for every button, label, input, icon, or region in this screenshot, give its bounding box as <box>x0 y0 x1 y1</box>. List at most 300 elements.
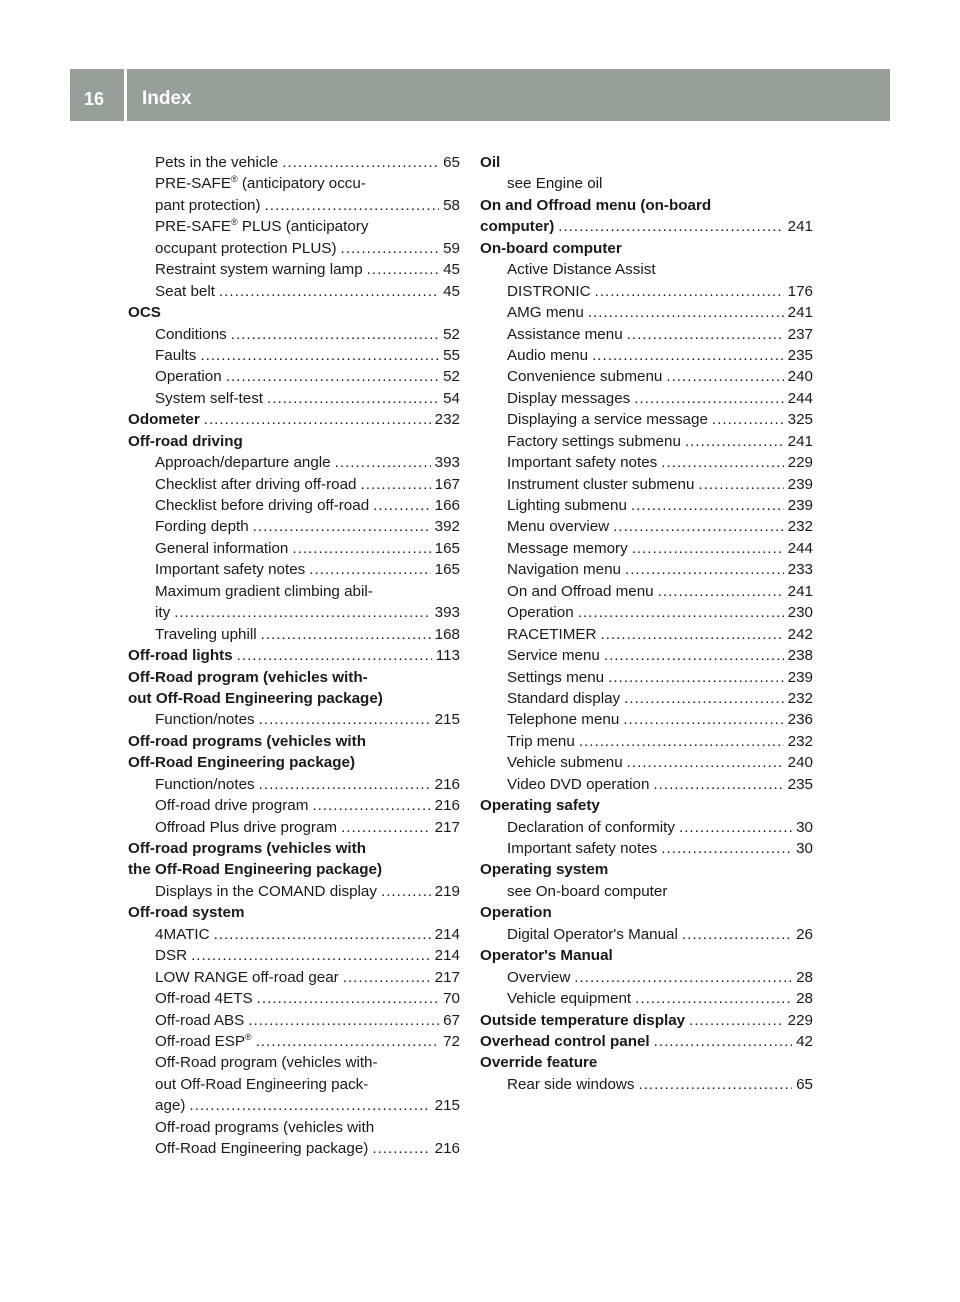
page-reference: 217 <box>434 818 460 836</box>
entry-label: Off-road programs (vehicles with <box>128 732 366 750</box>
dot-leader <box>632 538 784 559</box>
dot-leader <box>627 324 784 345</box>
index-subentry <box>128 881 460 902</box>
entry-label: Traveling uphill <box>155 625 257 643</box>
entry-label: OCS <box>128 304 161 322</box>
index-subentry <box>128 1138 460 1159</box>
index-column-right <box>480 152 813 1095</box>
dot-leader <box>638 1074 792 1095</box>
entry-label: Off-road 4ETS <box>155 990 253 1008</box>
dot-leader <box>661 838 792 859</box>
page-reference: 165 <box>434 561 460 579</box>
entry-label: Convenience submenu <box>507 368 663 386</box>
index-subentry <box>128 1010 460 1031</box>
entry-label: Off-Road program (vehicles with- <box>155 1054 378 1072</box>
index-subentry <box>128 259 460 280</box>
page-reference: 239 <box>787 497 813 514</box>
dot-leader <box>265 195 440 216</box>
page-reference: 240 <box>787 368 813 386</box>
entry-label: Pets in the vehicle <box>155 154 279 171</box>
dot-leader <box>592 345 784 366</box>
page-reference: 393 <box>434 454 460 472</box>
page-reference: 241 <box>787 432 813 450</box>
index-heading <box>128 688 460 709</box>
index-subentry <box>480 259 813 280</box>
page-reference: 215 <box>434 1097 460 1115</box>
index-column-left <box>128 152 460 1160</box>
entry-label: Navigation menu <box>507 561 621 579</box>
page-reference: 52 <box>443 368 460 386</box>
entry-label: Checklist before driving off-road <box>155 497 370 514</box>
page-reference: 30 <box>796 840 813 857</box>
index-subentry <box>128 1031 460 1052</box>
dot-leader <box>248 1010 439 1031</box>
dot-leader <box>712 409 784 430</box>
entry-label: Standard display <box>507 689 621 707</box>
page-reference: 70 <box>443 990 460 1008</box>
dot-leader <box>623 709 783 730</box>
dot-leader <box>174 602 430 623</box>
entry-label: PRE-SAFE® (anticipatory occu- <box>155 174 366 193</box>
entry-label: Faults <box>155 346 197 364</box>
page-reference: 65 <box>443 154 460 171</box>
page-reference: 237 <box>787 325 813 343</box>
index-heading <box>480 195 813 216</box>
page-reference: 165 <box>434 539 460 557</box>
dot-leader <box>666 366 783 387</box>
dot-leader <box>261 624 431 645</box>
entry-label: Overview <box>507 968 571 986</box>
entry-label: Checklist after driving off-road <box>155 475 357 493</box>
entry-label: Offroad Plus drive program <box>155 818 338 836</box>
page-reference: 232 <box>434 411 460 429</box>
entry-label: Rear side windows <box>507 1075 635 1093</box>
page-reference: 235 <box>787 346 813 364</box>
page-reference: 45 <box>443 261 460 279</box>
index-subentry <box>480 324 813 345</box>
index-subentry <box>128 238 460 259</box>
dot-leader <box>698 474 783 495</box>
dot-leader <box>341 817 431 838</box>
index-heading <box>480 1010 813 1031</box>
dot-leader <box>360 474 430 495</box>
entry-label: Off-Road program (vehicles with- <box>128 668 368 686</box>
entry-label: age) <box>155 1097 186 1115</box>
dot-leader <box>341 238 440 259</box>
entry-label: see On-board computer <box>507 882 668 900</box>
entry-label: Off-road ESP® <box>155 1031 252 1050</box>
entry-label: Oil <box>480 154 501 171</box>
index-subentry <box>128 538 460 559</box>
index-subentry <box>480 452 813 473</box>
dot-leader <box>600 624 783 645</box>
page-reference: 244 <box>787 389 813 407</box>
index-subentry <box>128 988 460 1009</box>
page-reference: 167 <box>434 475 460 493</box>
index-subentry <box>480 345 813 366</box>
dot-leader <box>256 1031 439 1052</box>
entry-label: Approach/departure angle <box>155 454 331 472</box>
index-heading <box>128 645 460 666</box>
index-subentry <box>480 667 813 688</box>
index-subentry <box>128 559 460 580</box>
page-reference: 242 <box>787 625 813 643</box>
entry-label: Off-road system <box>128 904 245 922</box>
entry-label: Off-road lights <box>128 647 233 665</box>
index-subentry <box>128 516 460 537</box>
entry-label: the Off-Road Engineering package) <box>128 861 382 879</box>
entry-label: LOW RANGE off-road gear <box>155 968 339 986</box>
index-heading <box>480 1031 813 1052</box>
index-subentry <box>480 538 813 559</box>
page-reference: 240 <box>787 754 813 772</box>
dot-leader <box>237 645 432 666</box>
entry-label: Conditions <box>155 325 227 343</box>
page-reference: 232 <box>787 689 813 707</box>
entry-label: Off-road drive program <box>155 797 309 815</box>
entry-label: Override feature <box>480 1054 598 1072</box>
index-subentry <box>480 709 813 730</box>
index-subentry <box>128 581 460 602</box>
index-heading <box>128 409 460 430</box>
index-subentry <box>480 817 813 838</box>
page-reference: 42 <box>796 1032 813 1050</box>
index-subentry <box>128 1052 460 1073</box>
index-subentry <box>480 688 813 709</box>
entry-label: Odometer <box>128 411 200 429</box>
entry-label: System self-test <box>155 389 264 407</box>
entry-label: Displays in the COMAND display <box>155 882 377 900</box>
index-heading <box>128 731 460 752</box>
index-subentry <box>128 324 460 345</box>
entry-label: General information <box>155 539 289 557</box>
page-reference: 232 <box>787 518 813 536</box>
index-subentry <box>480 602 813 623</box>
dot-leader <box>654 1031 792 1052</box>
dot-leader <box>373 495 431 516</box>
index-subentry <box>480 581 813 602</box>
index-heading <box>128 859 460 880</box>
page-reference: 59 <box>443 239 460 257</box>
dot-leader <box>282 152 439 173</box>
dot-leader <box>231 324 439 345</box>
entry-label: Active Distance Assist <box>507 261 656 279</box>
index-heading <box>128 667 460 688</box>
entry-label: Audio menu <box>507 346 589 364</box>
entry-label: pant protection) <box>155 196 261 214</box>
page-reference: 232 <box>787 732 813 750</box>
index-subentry <box>128 602 460 623</box>
dot-leader <box>381 881 431 902</box>
index-subentry <box>480 281 813 302</box>
dot-leader <box>292 538 430 559</box>
index-subentry <box>480 645 813 666</box>
entry-label: ity <box>155 604 171 622</box>
page-header <box>70 69 890 121</box>
index-subentry <box>128 452 460 473</box>
entry-label: Off-road programs (vehicles with <box>155 1118 375 1136</box>
page-reference: 238 <box>787 647 813 665</box>
dot-leader <box>574 967 792 988</box>
entry-label: On and Offroad menu (on-board <box>480 196 712 214</box>
index-subentry <box>480 474 813 495</box>
dot-leader <box>312 795 430 816</box>
dot-leader <box>604 645 784 666</box>
dot-leader <box>200 345 439 366</box>
entry-label: Overhead control panel <box>480 1032 650 1050</box>
page-reference: 393 <box>434 604 460 622</box>
dot-leader <box>219 281 439 302</box>
index-heading <box>128 752 460 773</box>
dot-leader <box>372 1138 430 1159</box>
index-heading <box>128 838 460 859</box>
page-number: 16 <box>84 89 105 109</box>
entry-label: Off-road programs (vehicles with <box>128 840 366 857</box>
entry-label: Seat belt <box>155 282 215 300</box>
index-subentry <box>480 752 813 773</box>
entry-label: PRE-SAFE® PLUS (anticipatory <box>155 217 369 236</box>
entry-label: occupant protection PLUS) <box>155 239 337 257</box>
page-reference: 26 <box>796 925 813 943</box>
page-reference: 28 <box>796 968 813 986</box>
entry-label: Operation <box>507 604 574 622</box>
dot-leader <box>631 495 784 516</box>
page-reference: 216 <box>434 797 460 815</box>
entry-label: Outside temperature display <box>480 1011 686 1029</box>
page-reference: 392 <box>434 518 460 536</box>
page-reference: 229 <box>787 454 813 472</box>
entry-label: Important safety notes <box>155 561 306 579</box>
entry-label: Menu overview <box>507 518 610 536</box>
dot-leader <box>558 216 783 237</box>
entry-label: DSR <box>155 947 188 965</box>
dot-leader <box>189 1095 430 1116</box>
dot-leader <box>685 431 784 452</box>
page-reference: 241 <box>787 582 813 600</box>
entry-label: Operation <box>155 368 222 386</box>
index-subentry <box>128 945 460 966</box>
page-reference: 215 <box>434 711 460 729</box>
page-reference: 45 <box>443 282 460 300</box>
dot-leader <box>253 516 431 537</box>
dot-leader <box>204 409 431 430</box>
entry-label: Operating system <box>480 861 609 879</box>
entry-label: Operating safety <box>480 797 600 815</box>
index-subentry <box>480 302 813 323</box>
entry-label: Off-Road Engineering package) <box>155 1140 369 1158</box>
page-reference: 168 <box>434 625 460 643</box>
index-subentry <box>128 495 460 516</box>
index-heading <box>480 238 813 259</box>
entry-label: 4MATIC <box>155 925 210 943</box>
registered-mark: ® <box>230 174 238 185</box>
entry-label: Settings menu <box>507 668 605 686</box>
page-reference: 239 <box>787 668 813 686</box>
entry-label: Telephone menu <box>507 711 620 729</box>
registered-mark: ® <box>245 1031 252 1042</box>
index-subentry <box>480 366 813 387</box>
entry-label: Restraint system warning lamp <box>155 261 363 279</box>
page-reference: 214 <box>434 925 460 943</box>
index-heading <box>480 945 813 966</box>
entry-label: Declaration of conformity <box>507 818 675 836</box>
index-subentry <box>480 774 813 795</box>
registered-mark: ® <box>230 217 238 228</box>
dot-leader <box>335 452 431 473</box>
index-subentry <box>128 173 460 194</box>
entry-label: Factory settings submenu <box>507 432 681 450</box>
page-reference: 214 <box>434 947 460 965</box>
page-reference: 176 <box>787 282 813 300</box>
page-reference: 216 <box>434 1140 460 1158</box>
entry-label: Displaying a service message <box>507 411 708 429</box>
dot-leader <box>679 817 792 838</box>
index-heading <box>480 1052 813 1073</box>
dot-leader <box>214 924 431 945</box>
index-subentry <box>128 774 460 795</box>
dot-leader <box>634 388 783 409</box>
index-subentry <box>128 709 460 730</box>
entry-label: Message memory <box>507 539 628 557</box>
index-heading <box>480 152 813 173</box>
dot-leader <box>588 302 784 323</box>
dot-leader <box>259 709 431 730</box>
index-subentry <box>128 795 460 816</box>
entry-label: DISTRONIC <box>507 282 591 300</box>
entry-label: Vehicle equipment <box>507 990 632 1008</box>
page-reference: 72 <box>443 1032 460 1050</box>
dot-leader <box>367 259 439 280</box>
entry-label: Off-road ABS <box>155 1011 245 1029</box>
index-subentry <box>128 1095 460 1116</box>
dot-leader <box>267 388 439 409</box>
index-subentry <box>480 409 813 430</box>
index-subentry <box>128 345 460 366</box>
page-reference: 65 <box>796 1075 813 1093</box>
index-subentry <box>480 1074 813 1095</box>
dot-leader <box>579 731 784 752</box>
dot-leader <box>658 581 784 602</box>
page-reference: 67 <box>443 1011 460 1029</box>
page-reference: 55 <box>443 346 460 364</box>
dot-leader <box>595 281 784 302</box>
entry-label: Off-road driving <box>128 432 243 450</box>
index-heading <box>128 902 460 923</box>
dot-leader <box>259 774 431 795</box>
index-subentry <box>480 924 813 945</box>
page-reference: 244 <box>787 539 813 557</box>
index-subentry <box>128 216 460 237</box>
page-reference: 28 <box>796 990 813 1008</box>
index-subentry <box>480 388 813 409</box>
section-title: Index <box>142 88 192 109</box>
index-subentry <box>128 967 460 988</box>
index-subentry <box>480 838 813 859</box>
dot-leader <box>689 1010 784 1031</box>
dot-leader <box>661 452 783 473</box>
entry-label: Important safety notes <box>507 454 658 472</box>
entry-label: Video DVD operation <box>507 775 650 793</box>
entry-label: Maximum gradient climbing abil- <box>155 582 373 600</box>
entry-label: RACETIMER <box>507 625 597 643</box>
dot-leader <box>191 945 431 966</box>
page-reference: 216 <box>434 775 460 793</box>
index-subentry <box>128 281 460 302</box>
dot-leader <box>257 988 439 1009</box>
entry-label: On-board computer <box>480 239 622 257</box>
index-subentry <box>480 173 813 194</box>
entry-label: Off-Road Engineering package) <box>128 754 355 772</box>
entry-label: see Engine oil <box>507 175 603 193</box>
index-heading <box>480 216 813 237</box>
page-reference: 219 <box>434 882 460 900</box>
index-subentry <box>128 366 460 387</box>
page-reference: 241 <box>787 218 813 236</box>
dot-leader <box>653 774 783 795</box>
index-subentry <box>480 731 813 752</box>
page-reference: 113 <box>435 647 460 665</box>
dot-leader <box>682 924 792 945</box>
header-divider <box>124 69 127 121</box>
index-subentry <box>128 195 460 216</box>
page-reference: 233 <box>787 561 813 579</box>
entry-label: Operator's Manual <box>480 947 613 965</box>
entry-label: Display messages <box>507 389 631 407</box>
dot-leader <box>578 602 784 623</box>
entry-label: Service menu <box>507 647 600 665</box>
index-subentry <box>128 1117 460 1138</box>
index-subentry <box>480 431 813 452</box>
index-heading <box>128 302 460 323</box>
index-subentry <box>480 967 813 988</box>
index-subentry <box>480 624 813 645</box>
entry-label: AMG menu <box>507 304 584 322</box>
index-subentry <box>480 495 813 516</box>
page-reference: 235 <box>787 775 813 793</box>
dot-leader <box>309 559 430 580</box>
entry-label: Vehicle submenu <box>507 754 623 772</box>
page-reference: 166 <box>434 497 460 514</box>
entry-label: Important safety notes <box>507 840 658 857</box>
page-reference: 52 <box>443 325 460 343</box>
entry-label: Fording depth <box>155 518 249 536</box>
dot-leader <box>226 366 439 387</box>
dot-leader <box>608 667 784 688</box>
dot-leader <box>627 752 784 773</box>
index-subentry <box>128 817 460 838</box>
dot-leader <box>624 688 784 709</box>
page-reference: 54 <box>443 389 460 407</box>
page-reference: 241 <box>787 304 813 322</box>
page-reference: 30 <box>796 818 813 836</box>
page-reference: 236 <box>787 711 813 729</box>
index-subentry <box>480 881 813 902</box>
page-reference: 229 <box>787 1011 813 1029</box>
dot-leader <box>613 516 784 537</box>
page-reference: 325 <box>787 411 813 429</box>
entry-label: Digital Operator's Manual <box>507 925 678 943</box>
index-subentry <box>480 559 813 580</box>
entry-label: Function/notes <box>155 775 255 793</box>
index-heading <box>480 902 813 923</box>
index-heading <box>480 795 813 816</box>
entry-label: Lighting submenu <box>507 497 627 514</box>
index-subentry <box>480 516 813 537</box>
entry-label: out Off-Road Engineering package) <box>128 689 383 707</box>
index-heading <box>128 431 460 452</box>
index-subentry <box>128 624 460 645</box>
index-subentry <box>128 1074 460 1095</box>
